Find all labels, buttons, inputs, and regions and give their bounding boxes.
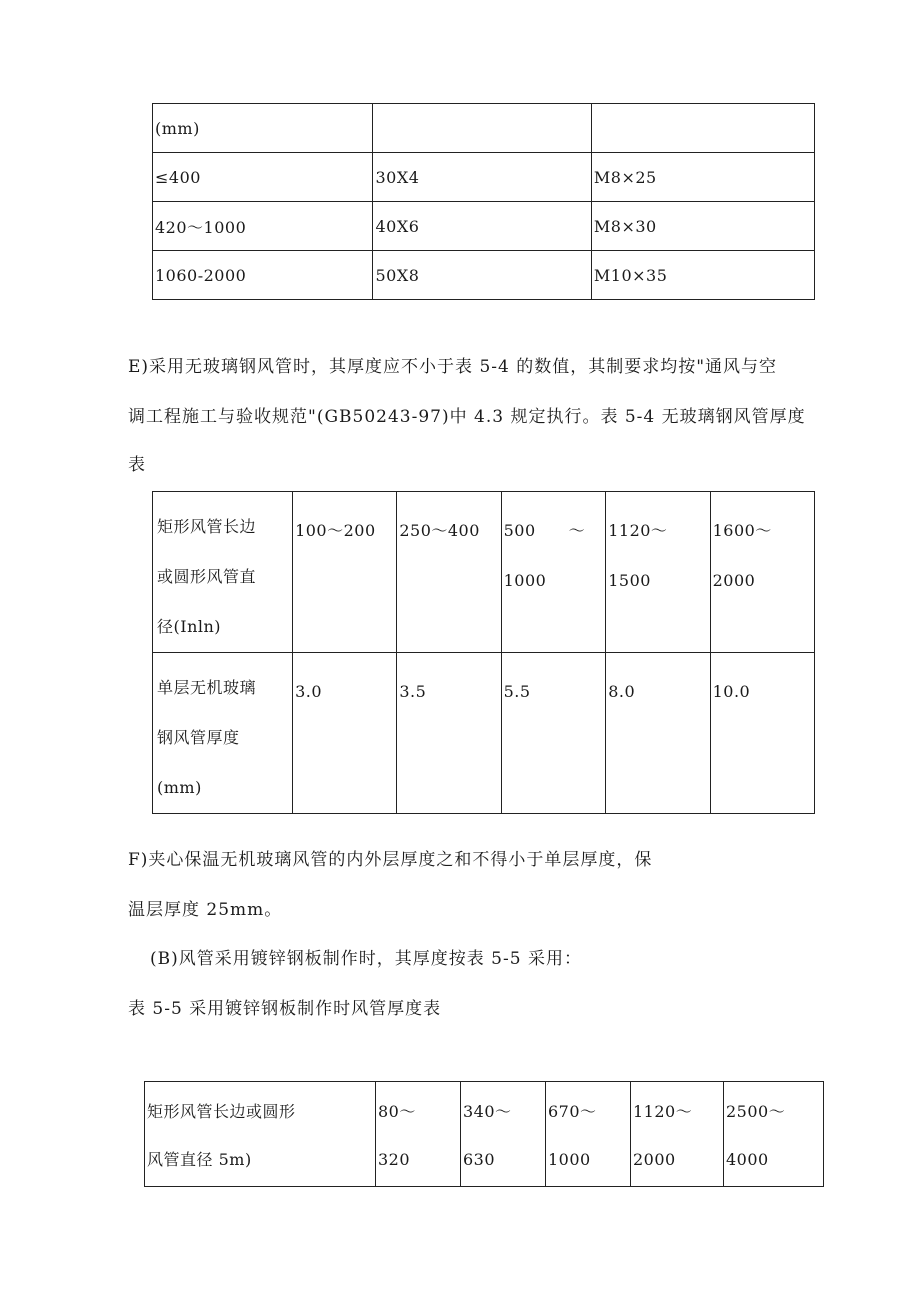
table-cell: 5.5	[501, 653, 606, 814]
table-header-cell	[145, 1082, 376, 1187]
size-value: 2000	[712, 571, 756, 590]
header-label-line: 钢风管厚度	[157, 728, 240, 747]
size-value: 630	[463, 1150, 496, 1169]
size-value: 2500～	[726, 1102, 786, 1121]
size-value: 500 ～	[503, 521, 586, 540]
table-cell	[501, 492, 606, 653]
table-cell	[293, 492, 397, 653]
header-label-line: 径(Inln)	[157, 617, 222, 636]
size-value: 1000	[503, 571, 547, 590]
table-row	[153, 104, 815, 153]
table-cell: M10×35	[591, 251, 814, 300]
table-cell	[591, 104, 814, 153]
galvanized-duct-thickness-table	[144, 1081, 824, 1187]
table-cell: ≤400	[153, 153, 373, 202]
table-header-cell	[153, 492, 293, 653]
table-cell	[546, 1082, 631, 1187]
table-5-5-title: 表 5-5 采用镀锌钢板制作时风管厚度表	[128, 999, 442, 1019]
table-cell	[461, 1082, 546, 1187]
table-cell: M8×30	[591, 202, 814, 251]
table-row	[153, 492, 815, 653]
table-cell: 420～1000	[153, 202, 373, 251]
header-label-line: 矩形风管长边	[157, 517, 257, 536]
paragraph-e-line1: E)采用无玻璃钢风管时，其厚度应不小于表 5-4 的数值，其制要求均按"通风与空	[128, 357, 778, 377]
size-value: 340～	[463, 1102, 512, 1121]
table-cell: 30X4	[373, 153, 591, 202]
size-value: 320	[378, 1150, 411, 1169]
size-value: 1600～	[712, 521, 772, 540]
paragraph-f-line1: F)夹心保温无机玻璃风管的内外层厚度之和不得小于单层厚度，保	[128, 850, 653, 870]
paragraph-f-line2: 温层厚度 25mm。	[128, 900, 283, 920]
table-cell	[397, 492, 501, 653]
table-cell	[376, 1082, 461, 1187]
header-label-line: 风管直径 5m)	[147, 1150, 252, 1169]
bolt-spec-table	[152, 103, 815, 300]
size-value: 1000	[548, 1150, 591, 1169]
table-cell	[606, 492, 710, 653]
table-cell: 50X8	[373, 251, 591, 300]
size-value: 80～	[378, 1102, 416, 1121]
table-cell	[373, 104, 591, 153]
size-value: 1120～	[608, 521, 668, 540]
table-cell	[631, 1082, 724, 1187]
paragraph-e-line3: 表	[128, 455, 146, 475]
header-label-line: (mm)	[157, 778, 202, 797]
header-label-line: 或圆形风管直	[157, 567, 257, 586]
size-value: 1120～	[633, 1102, 693, 1121]
table-row	[153, 251, 815, 300]
size-value: 2000	[633, 1150, 676, 1169]
table-cell: 8.0	[606, 653, 710, 814]
fiberglass-duct-thickness-table	[152, 491, 815, 814]
table-cell	[710, 492, 814, 653]
table-cell: 10.0	[710, 653, 814, 814]
table-row	[153, 653, 815, 814]
paragraph-e-line2: 调工程施工与验收规范"(GB50243-97)中 4.3 规定执行。表 5-4 无玻璃钢风管厚度	[128, 407, 806, 427]
header-label-line: 单层无机玻璃	[157, 678, 257, 697]
table-row	[153, 153, 815, 202]
size-value: 100～200	[295, 521, 376, 540]
table-header-cell	[153, 653, 293, 814]
table-cell: 3.5	[397, 653, 501, 814]
paragraph-b: (B)风管采用镀锌钢板制作时，其厚度按表 5-5 采用：	[150, 949, 582, 969]
size-value: 4000	[726, 1150, 769, 1169]
size-value: 670～	[548, 1102, 597, 1121]
header-label-line: 矩形风管长边或圆形	[147, 1102, 296, 1121]
table-cell	[724, 1082, 824, 1187]
size-value: 1500	[608, 571, 651, 590]
table-row	[145, 1082, 824, 1187]
table-cell: 1060-2000	[153, 251, 373, 300]
table-cell: (mm)	[153, 104, 373, 153]
table-cell: 40X6	[373, 202, 591, 251]
table-cell: 3.0	[293, 653, 397, 814]
table-cell: M8×25	[591, 153, 814, 202]
table-row	[153, 202, 815, 251]
size-value: 250～400	[399, 521, 480, 540]
